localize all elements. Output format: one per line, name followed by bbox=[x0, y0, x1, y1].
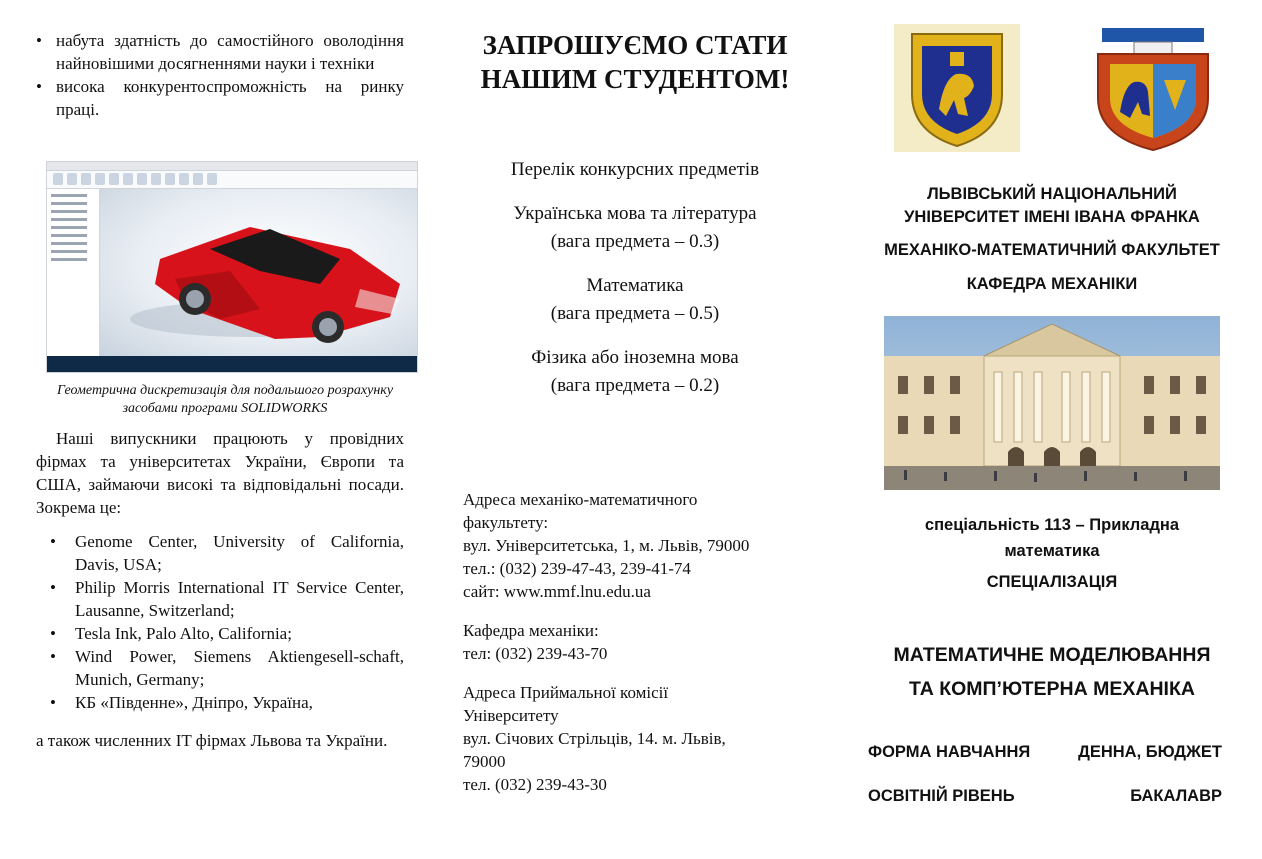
specialization-label: СПЕЦІАЛІЗАЦІЯ bbox=[986, 573, 1118, 591]
address-phone: тел.: (032) 239-47-43, 239-41-74 bbox=[463, 559, 691, 578]
specialty-line: спеціальність 113 – Прикладна bbox=[924, 516, 1180, 534]
education-level-row bbox=[868, 787, 1222, 806]
department-contact bbox=[463, 619, 815, 665]
department-name: КАФЕДРА МЕХАНІКИ bbox=[966, 275, 1138, 293]
list-item: • КБ «Південне», Дніпро, Україна, bbox=[50, 691, 404, 714]
admission-title: Університету bbox=[463, 706, 559, 725]
study-form-row bbox=[868, 743, 1222, 762]
headline-line: ЗАПРОШУЄМО СТАТИ bbox=[482, 30, 788, 60]
sw-taskbar bbox=[47, 356, 417, 372]
faculty-address bbox=[463, 488, 815, 603]
headline-line: НАШИМ СТУДЕНТОМ! bbox=[480, 64, 790, 94]
red-car-model bbox=[100, 189, 416, 354]
headline bbox=[455, 28, 815, 96]
sw-title-bar bbox=[47, 162, 417, 171]
admission-address bbox=[463, 681, 815, 796]
specialty bbox=[864, 512, 1240, 564]
admission-phone: тел. (032) 239-43-30 bbox=[463, 775, 607, 794]
address-street: вул. Університетська, 1, м. Львів, 79000 bbox=[463, 536, 750, 555]
university-crest-logo bbox=[1090, 24, 1216, 152]
admission-street: 79000 bbox=[463, 752, 506, 771]
subject-name: Українська мова та література bbox=[513, 203, 757, 224]
companies-list bbox=[50, 530, 404, 714]
subjects-list bbox=[455, 156, 815, 400]
tail-paragraph: а також численних IT фірмах Львова та України. bbox=[36, 731, 388, 750]
subject-weight: (вага предмета – 0.5) bbox=[550, 303, 720, 324]
lviv-region-crest-logo bbox=[894, 24, 1020, 152]
university-building-photo bbox=[884, 316, 1220, 490]
dept-title: Кафедра механіки: bbox=[463, 621, 599, 640]
address-title: Адреса механіко-математичного bbox=[463, 490, 698, 509]
faculty-name: МЕХАНІКО-МАТЕМАТИЧНИЙ ФАКУЛЬТЕТ bbox=[884, 241, 1220, 259]
study-form-label: ФОРМА НАВЧАННЯ bbox=[868, 743, 1031, 761]
list-item: • Philip Morris International IT Service Center, Lausanne, Switzerland; bbox=[50, 576, 404, 622]
sw-viewport bbox=[100, 189, 417, 356]
figure-caption: Геометрична дискретизація для подальшого розрахунку засобами програми SOLIDWORKS bbox=[56, 383, 394, 416]
address-site: сайт: www.mmf.lnu.edu.ua bbox=[463, 582, 651, 601]
list-item: • Wind Power, Siemens Aktiengesell-schaft, Munich, Germany; bbox=[50, 645, 404, 691]
program-line: ТА КОМП’ЮТЕРНА МЕХАНІКА bbox=[909, 678, 1195, 700]
sw-ribbon bbox=[47, 171, 417, 189]
subject-weight: (вага предмета – 0.2) bbox=[550, 375, 720, 396]
solidworks-screenshot bbox=[46, 161, 418, 373]
education-level-label: ОСВІТНІЙ РІВЕНЬ bbox=[868, 787, 1015, 805]
list-item: • висока конкурентоспроможність на ринку праці. bbox=[36, 75, 404, 121]
subject-weight: (вага предмета – 0.3) bbox=[550, 231, 720, 252]
contacts bbox=[463, 488, 815, 812]
study-form-value: ДЕННА, БЮДЖЕТ bbox=[1078, 743, 1222, 761]
graduates-paragraph: Наші випускники працюють у провідних фірмах та університетах України, Європи та США, займаючи високі та відповідальні посади. Зокрема це: bbox=[36, 429, 404, 517]
admission-title: Адреса Приймальної комісії bbox=[463, 683, 669, 702]
university-name bbox=[864, 183, 1240, 229]
education-level-value: БАКАЛАВР bbox=[1130, 787, 1222, 805]
list-item: • Genome Center, University of California, Davis, USA; bbox=[50, 530, 404, 576]
university-line: УНІВЕРСИТЕТ ІМЕНІ ІВАНА ФРАНКА bbox=[904, 208, 1200, 226]
program-title bbox=[864, 638, 1240, 706]
benefits-list bbox=[36, 29, 404, 121]
subject-name: Математика bbox=[586, 275, 684, 296]
program-line: МАТЕМАТИЧНЕ МОДЕЛЮВАННЯ bbox=[893, 644, 1211, 666]
subjects-title: Перелік конкурсних предметів bbox=[510, 159, 760, 180]
university-line: ЛЬВІВСЬКИЙ НАЦІОНАЛЬНИЙ bbox=[927, 185, 1177, 203]
list-item: • Tesla Ink, Palo Alto, California; bbox=[50, 622, 404, 645]
dept-phone: тел: (032) 239-43-70 bbox=[463, 644, 608, 663]
list-item: • набута здатність до самостійного оволодіння найновішими досягненнями науки і техніки bbox=[36, 29, 404, 75]
subject-name: Фізика або іноземна мова bbox=[531, 347, 739, 368]
sw-feature-tree bbox=[47, 189, 100, 356]
address-title: факультету: bbox=[463, 513, 549, 532]
specialty-line: математика bbox=[1004, 542, 1100, 560]
admission-street: вул. Січових Стрільців, 14. м. Львів, bbox=[463, 729, 726, 748]
